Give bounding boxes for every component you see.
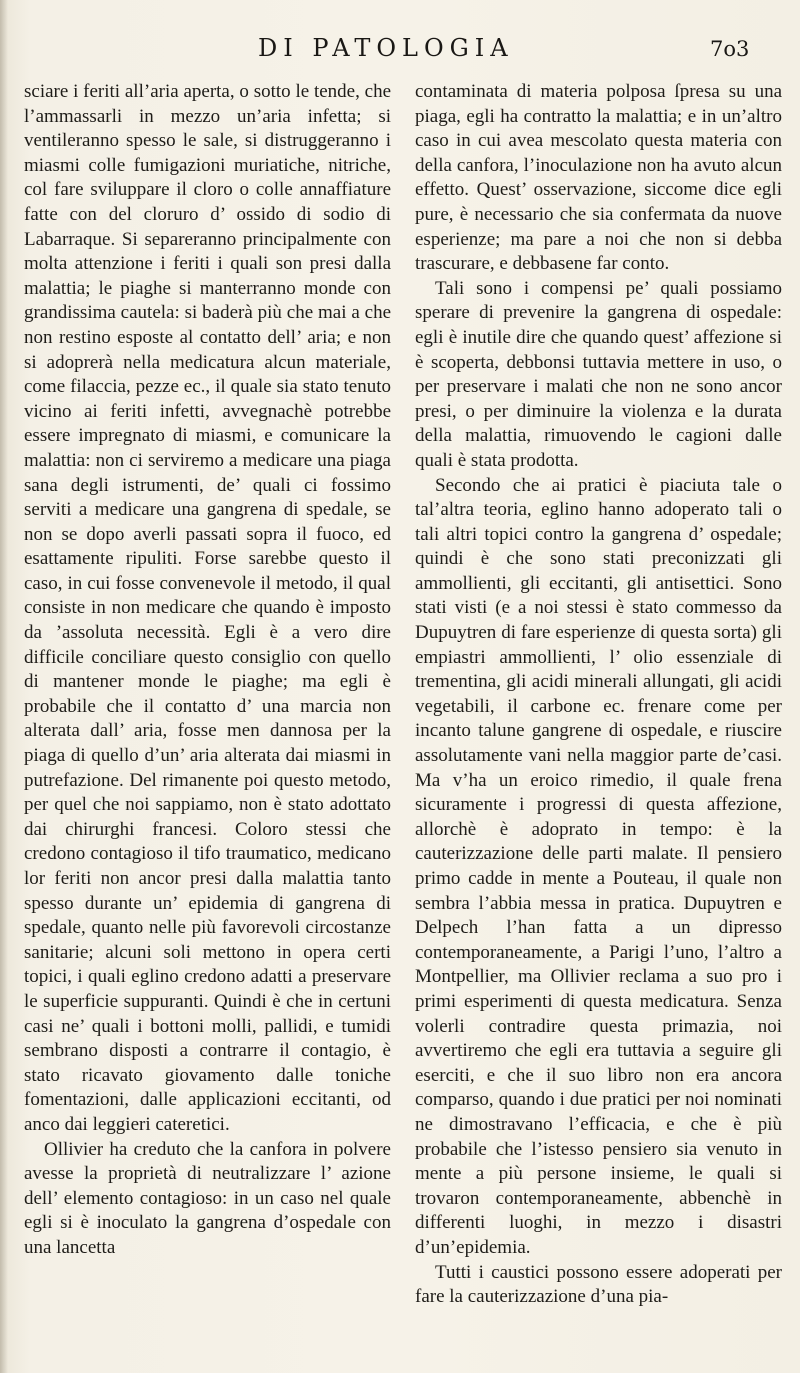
right-column: [415, 80, 782, 1310]
page-number: 7o3: [710, 37, 750, 61]
paragraph: contaminata di materia polposa ſpresa su una piaga, egli ha contratto la malattia; e in un’altro caso in cui avea mescolato questa materia con della canfora, l’inoculazione non ha avuto alcun effetto. Quest’ osservazione, siccome dice egli pure, è necessario che sia confermata da nuove esperienze; ma pare a noi che non si debba trascurare, e debbasene far conto.: [415, 81, 782, 275]
paragraph: Secondo che ai pratici è piaciuta tale o tal’altra teoria, eglino hanno adoperato tali o tali altri topici contro la gangrena d’ ospedale; quindi è che sono stati preconizzati gli ammollienti, gli eccitanti, gli antisettici. Sono stati visti (e a noi stessi è stato commesso da Dupuytren di fare esperienze di questa sorta) gli empiastri ammollienti, l’ olio essenziale di trementina, gli acidi minerali allungati, gli acidi vegetabili, il carbone ec. frenare come per incanto talune gangrene di ospedale, e riuscire assolutamente vani nella maggior parte de’casi. Ma v’ha un eroico rimedio, il quale frena sicuramente i progressi di questa affezione, allorchè è adoprato in tempo: è la cauterizzazione delle parti malate. Il pensiero primo cadde in mente a Pouteau, il quale non sembra l’abbia messa in pratica. Dupuytren e Delpech l’han fatta a un dipresso contemporaneamente, a Parigi l’uno, l’altro a Montpellier, ma Ollivier reclama a suo pro i primi esperimenti di questa medicatura. Senza volerli contradire questa primazia, noi avvertiremo che egli era tuttavia a seguire gli eserciti, e che il suo libro non era ancora comparso, quando i due pratici per noi nominati ne dimostravano l’efficacia, e che è più probabile che l’istesso pensiero sia venuto in mente a più persone insieme, le quali si trovaron contemporaneamente, abbenchè in differenti luoghi, in mezzo i disastri d’un’epidemia.: [415, 474, 782, 1258]
left-column: [24, 80, 391, 1261]
paragraph: sciare i feriti all’aria aperta, o sotto le tende, che l’ammassarli in mezzo un’aria infetta; si ventileranno spesso le sale, si distruggeranno i miasmi colle fumigazioni muriatiche, nitriche, col fare sviluppare il cloro o colle annaffiature fatte con del cloruro d’ ossido di sodio di Labarraque. Si separeranno principalmente con molta attenzione i feriti i quali son presi dalla malattia; le piaghe si manterranno monde con grandissima cautela: si baderà più che mai a che non restino esposte al contatto dell’ aria; e non si adoprerà nella medicatura alcun materiale, come filaccia, pezze ec., il quale sia stato tenuto vicino ai feriti infetti, avvegnachè potrebbe essere impregnato di miasmi, e comunicare la malattia: non ci serviremo a medicare una piaga sana degli istrumenti, de’ quali ci fossimo serviti a medicare una gangrena di spedale, se non se dopo averli passati sopra il fuoco, ed esattamente ripuliti. Forse sarebbe questo il caso, in cui fosse convenevole il metodo, il qual consiste in non medicare che quando è imposto da ’assoluta necessità. Egli è a vero dire difficile conciliare questo consiglio con quello di mantener monde le piaghe; ma egli è probabile che il contatto d’ una marcia non alterata dall’ aria, fosse men dannosa per la piaga di quello d’un’ aria alterata dai miasmi in putrefazione. Del rimanente poi questo metodo, per quel che noi sappiamo, non è stato adottato dai chirurghi francesi. Coloro stessi che credono contagioso il tifo traumatico, medicano lor feriti non ancor presi dalla malattia tanto spesso durante un’ epidemia di gangrena di spedale, quanto nelle più favorevoli circostanze sanitarie; alcuni soli mettono in opera certi topici, i quali eglino credono adatti a preservare le superficie suppuranti. Quindi è che in certuni casi ne’ quali i bottoni molli, pallidi, e tumidi sembrano disposti a contrarre il contagio, è stato ricavato giovamento dalle toniche fomentazioni, dalle applicazioni eccitanti, od anco dai leggieri cateretici.: [24, 81, 391, 1135]
paragraph: Ollivier ha creduto che la canfora in polvere avesse la proprietà di neutralizzare l’ azione dell’ elemento contagioso: in un caso nel quale egli si è inoculato la gangrena d’ospedale con una lancetta: [24, 1138, 391, 1258]
binding-shadow: [0, 0, 8, 1373]
paragraph: Tali sono i compensi pe’ quali possiamo sperare di prevenire la gangrena di ospedale: egli è inutile dire che quando quest’ affezione si è scoperta, debbonsi tuttavia mettere in uso, o per preservare i malati che non ne sono ancor presi, o per diminuire la violenza e la durata della malattia, rimuovendo le cagioni dalle quali è stata prodotta.: [415, 277, 782, 471]
page-header: [0, 34, 800, 64]
running-head: DI PATOLOGIA: [258, 34, 514, 62]
paragraph: Tutti i caustici possono essere adoperati per fare la cauterizzazione d’una pia-: [415, 1261, 782, 1308]
